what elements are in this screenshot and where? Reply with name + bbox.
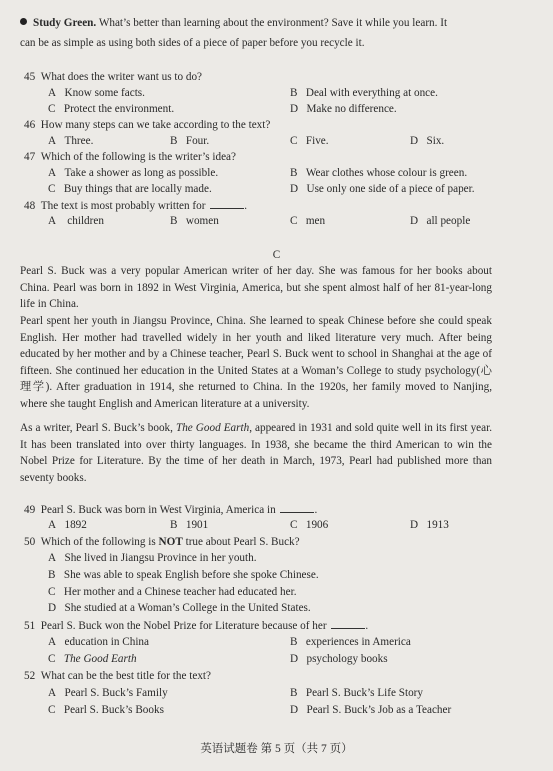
question-stem: What does the writer want us to do? (40, 71, 203, 83)
question-46: 46 How many steps can we take according to the text? (24, 119, 271, 131)
option-51-d: D psychology books (290, 653, 388, 665)
question-51: 51 Pearl S. Buck won the Nobel Prize for Literature because of her . (24, 620, 369, 632)
option-45-a: A Know some facts. (48, 87, 145, 99)
intro-line-1 (20, 16, 447, 30)
option-46-d: D Six. (410, 135, 445, 147)
option-49-a: A 1892 (48, 519, 87, 531)
question-49: 49 Pearl S. Buck was born in West Virginia, America in . (24, 504, 318, 516)
option-49-d: D 1913 (410, 519, 449, 531)
question-47: 47 Which of the following is the writer’s idea? (24, 151, 236, 163)
option-51-a: A education in China (48, 636, 149, 648)
question-48: 48 The text is most probably written for . (24, 200, 248, 212)
option-52-d: D Pearl S. Buck’s Job as a Teacher (290, 704, 452, 716)
page-footer: 英语试题卷 第 5 页（共 7 页） (200, 743, 353, 755)
option-51-b: B experiences in America (290, 636, 411, 648)
intro-text: What’s better than learning about the environment? Save it while you learn. It (98, 17, 448, 29)
option-50-a: A She lived in Jiangsu Province in her youth. (48, 552, 257, 564)
answer-blank (210, 198, 244, 209)
answer-blank (280, 502, 314, 513)
intro-line-2: can be as simple as using both sides of a piece of paper before you recycle it. (20, 37, 365, 49)
option-48-b: B women (170, 215, 219, 227)
option-49-c: C 1906 (290, 519, 329, 531)
option-45-c: C Protect the environment. (48, 103, 175, 115)
answer-blank (331, 618, 365, 629)
passage-paragraph-2: Pearl spent her youth in Jiangsu Province, China. She learned to speak Chinese before she could speak English. Her mother had travelled widely in her youth and liked literature very much. After being educated by her mother and by a Chinese teacher, Pearl S. Buck went to school in Shanghai at the age of fifteen. She continued her education in the United States at a Woman’s College to study psychology(心理学). After graduation in 1914, she returned to China. In the 1920s, her family moved to Nanjing, where she taught English and American literature at a university. (20, 315, 492, 410)
question-52: 52 What can be the best title for the text? (24, 670, 212, 682)
option-47-c: C Buy things that are locally made. (48, 183, 212, 195)
section-label: C (272, 249, 281, 261)
option-50-b: B She was able to speak English before she spoke Chinese. (48, 569, 319, 581)
question-45 (24, 70, 202, 84)
bullet-icon (20, 18, 27, 25)
option-52-b: B Pearl S. Buck’s Life Story (290, 687, 424, 699)
option-46-b: B Four. (170, 135, 210, 147)
question-50: 50 Which of the following is NOT true about Pearl S. Buck? (24, 536, 300, 548)
intro-heading: Study Green. (33, 17, 97, 29)
passage-paragraph-3: As a writer, Pearl S. Buck’s book, The Good Earth, appeared in 1931 and sold quite well in its first year. It has been translated into over thirty languages. In 1938, she became the third American to win the Nobel Prize for Literature. By the time of her death in March, 1973, Pearl had published more than seventy books. (20, 422, 492, 484)
option-49-b: B 1901 (170, 519, 209, 531)
option-45-b: B Deal with everything at once. (290, 87, 438, 99)
option-51-c: C The Good Earth (48, 653, 137, 665)
option-52-c: C Pearl S. Buck’s Books (48, 704, 164, 716)
option-48-a: A children (48, 215, 104, 227)
question-number: 45 (24, 71, 36, 83)
passage-paragraph-1: Pearl S. Buck was a very popular American writer of her day. She was famous for her books about China. Pearl was born in 1892 in West Virginia, America, but she spent almost half of her 81-year-long life in China. (20, 265, 492, 311)
option-46-c: C Five. (290, 135, 329, 147)
option-48-d: D all people (410, 215, 471, 227)
option-50-d: D She studied at a Woman’s College in the United States. (48, 602, 311, 614)
option-47-d: D Use only one side of a piece of paper. (290, 183, 475, 195)
option-45-d: D Make no difference. (290, 103, 397, 115)
option-47-b: B Wear clothes whose colour is green. (290, 167, 468, 179)
option-52-a: A Pearl S. Buck’s Family (48, 687, 168, 699)
option-48-c: C men (290, 215, 326, 227)
option-47-a: A Take a shower as long as possible. (48, 167, 219, 179)
book-title: The Good Earth (175, 422, 250, 434)
option-46-a: A Three. (48, 135, 94, 147)
option-50-c: C Her mother and a Chinese teacher had educated her. (48, 586, 297, 598)
